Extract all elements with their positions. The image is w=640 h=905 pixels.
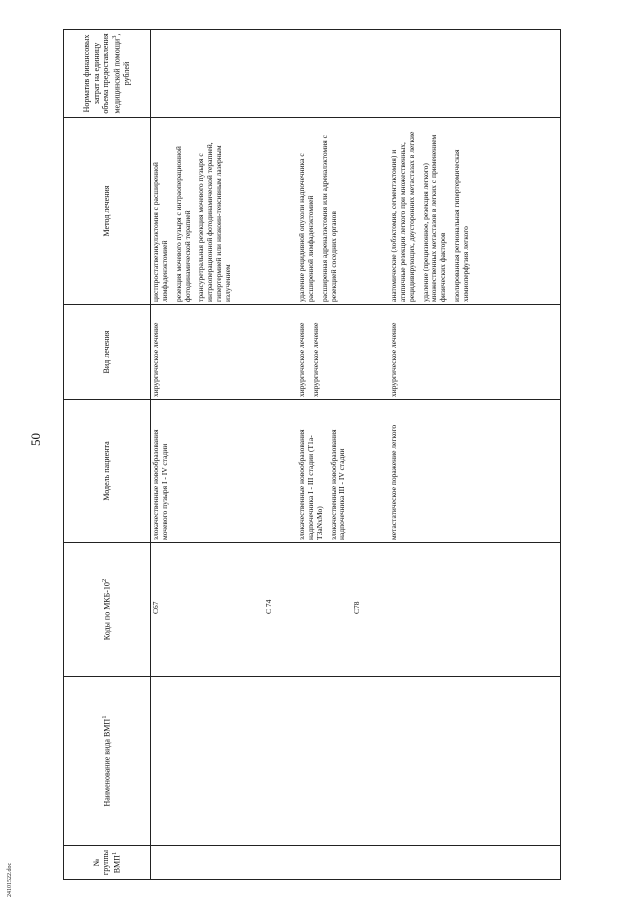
header-cost-norm: Норматив финансовых затрат на единицу объема предоставления медицинской помощи$^3$, рублей (64, 30, 151, 118)
page-number: 50 (28, 433, 43, 446)
treatment-method-item: удаление (прецизионное, резекция легкого) множественных метастазов в легких с применением физических факторов (420, 134, 448, 302)
treatment-method-item: трансуретральная резекция мочевого пузыря с интраоперационной фотодинамической терапией, гипертермией или низкоин-тенсивным лазерным излучением (196, 142, 232, 302)
vmp-name-cell (151, 677, 561, 846)
treatment-type-item: хирургическое лечение (297, 322, 306, 397)
treatment-type-item: хирургическое лечение (151, 322, 160, 397)
header-patient-model: Модель пациента (64, 400, 151, 543)
patient-model-item: злокачественные новообразования надпочечника I - III стадии (T1a-T3aNxMo) (297, 429, 324, 540)
header-icd-codes: Коды по МКБ-$10^2$ (64, 543, 151, 677)
cost-norm-cell (151, 30, 561, 118)
treatment-method-item: расширенная адреналэктомия или адреналэктомия с резекцией соседних органов (319, 135, 338, 302)
treatment-method-item: анатомические (лобэктомия, сегментэктомия) и атипичные резекции легкого при множественных, рецидивирующих, двусторонних метастазах в легкие (389, 131, 416, 302)
treatment-method-item: удаление рецидивной опухоли надпочечника с расширенной лимфаденэктомией (297, 153, 315, 302)
vmp-table (63, 29, 561, 880)
header-vmp-name: Наименование вида ВМП$^1$ (64, 677, 151, 846)
patient-model-item: метастатическое поражение легкого (389, 424, 398, 540)
patient-model-item: злокачественные новообразования надпочечника III - IV стадии (328, 429, 347, 540)
table-header-row (64, 30, 151, 880)
treatment-method-cell (151, 118, 561, 305)
treatment-type-item: хирургическое лечение (310, 322, 320, 397)
icd-code-cell (151, 543, 561, 677)
patient-model-cell (151, 400, 561, 543)
treatment-type-cell (151, 305, 561, 400)
header-group-no: № группы ВМП$^1$ (64, 846, 151, 880)
group-no-cell (151, 846, 561, 880)
table-row (151, 30, 561, 880)
icd-code-item: С 74 (263, 599, 273, 614)
icd-code-item: С78 (351, 601, 361, 614)
document-id: 24101522.doc (7, 862, 13, 897)
header-treatment-method: Метод лечения (64, 118, 151, 305)
icd-code-item: С67 (151, 601, 160, 614)
patient-model-item: злокачественные новообразования мочевого пузыря I - IV стадии (151, 429, 169, 540)
treatment-method-item: резекция мочевого пузыря с интраоперационной фотодинамической терапией (173, 146, 192, 302)
treatment-method-item: цистпростатвезикулэктомия с расширенной лимфаденэктомией (151, 162, 169, 302)
rotated-table-container (63, 30, 561, 880)
treatment-type-item: хирургическое лечение (389, 322, 398, 397)
treatment-method-item: изолированная региональная гипертермическая химиоперфузия легкого (452, 149, 470, 302)
header-treatment-type: Вид лечения (64, 305, 151, 400)
